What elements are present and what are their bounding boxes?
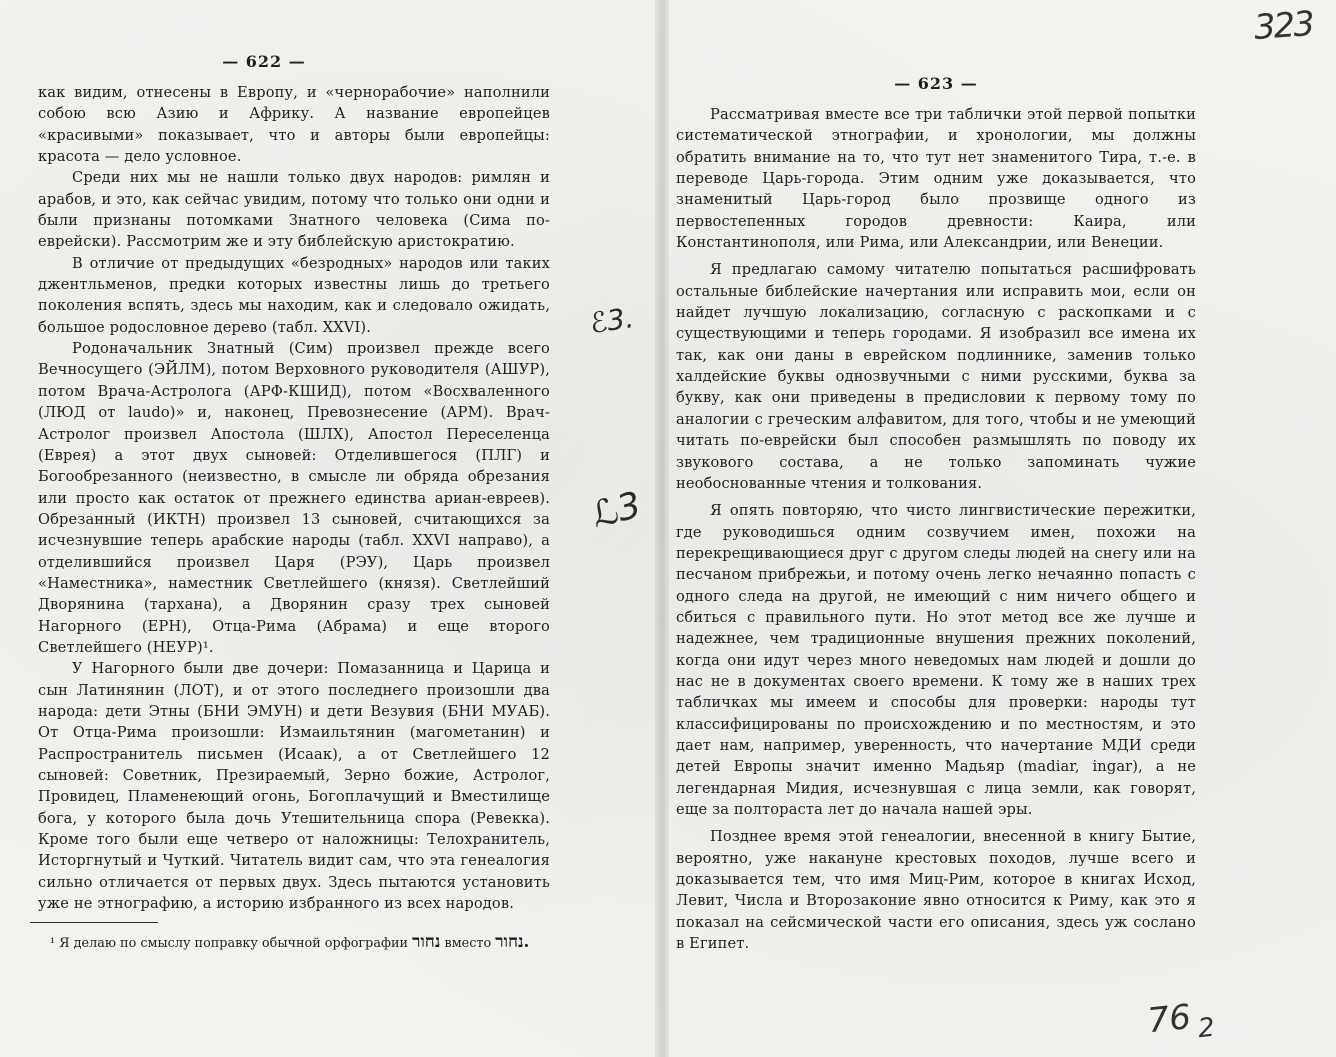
footnote-connector: вместо bbox=[444, 936, 492, 952]
footnote-text: Я делаю по смыслу поправку обычной орфографии bbox=[59, 936, 409, 952]
right-paragraph-1: Рассматривая вместе все три таблички этой первой попытки систематической этнографии, и хронологии, мы должны обратить внимание на то, что тут нет знаменитого Тира, т.-е. в переводе Царь-города. Этим одним уже доказывается, что знаменитый Царь-город было прозвище одного из первостепенных городов древности: Каира, или Константинополя, или Рима, или Александрии, или Венеции. bbox=[676, 106, 1196, 252]
handwritten-tally bbox=[1146, 995, 1216, 1050]
right-page bbox=[676, 74, 1196, 954]
footnote bbox=[30, 933, 550, 953]
handwritten-tally-main: 76 bbox=[1145, 997, 1193, 1042]
archive-page-number-text: 323 bbox=[1252, 3, 1315, 49]
right-paragraph-3: Я опять повторяю, что чисто лингвистические пережитки, где руководишься одним созвучием имен, похожи на перекрещивающиеся друг с другом следы людей на снегу или на песчаном прибрежьи, и потому очень легко нечаянно попасть с одного следа на другой, не имеющий с ним ничего общего и сбиться с правильного пути. Но этот метод все же лучше и надежнее, чем традиционные внушения прежних поколений, когда они идут через много неведомых нам людей и дошли до нас не в документах своего времени. К тому же в наших трех табличках мы имеем и способы для проверки: народы тут классифицированы по происхождению и по местностям, и это дает нам, например, уверенность, что начертание МДИ среди детей Европы значит именно Мадьяр (madiar, ingar), а не легендарная Мидия, исчезнувшая с лица земли, как говорят, еще за полтораста лет до начала нашей эры. bbox=[676, 502, 1196, 818]
left-page-number: — 622 — bbox=[222, 52, 306, 71]
left-paragraph-5: У Нагорного были две дочери: Помазанница и Царица и сын Латинянин (ЛОТ), и от этого последнего произошли два народа: дети Этны (БНИ ЭМУН) и дети Везувия (БНИ МУАБ). От Отца-Рима произошли: Измаильтянин (магометанин) и Распространитель письмен (Исаак), а от Светлейшего 12 сыновей: Советник, Презираемый, Зерно божие, Астролог, Провидец, Пламенеющий огонь, Богоплачущий и Вместилище бога, у которого была дочь Утешительница спора (Ревекка). Кроме того были еще четверо от наложницы: Телохранитель, Исторгнутый и Чуткий. Читатель видит сам, что эта генеалогия сильно отличается от первых двух. Здесь пытаются установить уже не этнографию, а историю избранного из всех народов. bbox=[38, 660, 550, 913]
margin-handwritten-mark-top: ℰ3. bbox=[587, 301, 636, 340]
footnote-marker: ¹ bbox=[50, 936, 56, 952]
right-paragraph-4: Позднее время этой генеалогии, внесенной в книгу Бытие, вероятно, уже накануне крестовых походов, лучше всего и доказывается тем, что имя Миц-Рим, которое в книгах Исход, Левит, Числа и Второзаконие явно относится к Риму, как это я показал на сейсмической части его описания, здесь уж сослано в Египет. bbox=[676, 828, 1196, 953]
left-paragraph-4: Родоначальник Знатный (Сим) произвел прежде всего Вечносущего (ЭЙЛМ), потом Верховного руководителя (АШУР), потом Врача-Астролога (АРФ-КШИД), потом «Восхваленного (ЛЮД от laudo)» и, наконец, Превознесение (АРМ). Врач-Астролог произвел Апостола (ШЛХ), Апостол Переселенца (Еврея) а этот двух сыновей: Отделившегося (ПЛГ) и Богообрезанного (неизвестно, в смысле ли обряда обрезания или просто как остаток от прежнего единства ариан-евреев). Обрезанный (ИКТН) произвел 13 сыновей, считающихся за исчезнувшие теперь арабские народы (табл. XXVI направо), а отделившийся произвел Царя (РЭУ), Царь произвел «Наместника», наместник Светлейшего (князя). Светлейший Дворянина (тархана), а Дворянин сразу трех сыновей Нагорного (ЕРН), Отца-Рима (Абрама) и еще второго Светлейшего (НЕУР)¹. bbox=[38, 340, 550, 656]
footnote-hebrew-b: נחור. bbox=[495, 932, 530, 953]
archive-page-number bbox=[1252, 3, 1326, 49]
left-paragraph-2: Среди них мы не нашли только двух народов: римлян и арабов, и это, как сейчас увидим, потому что только они одни и были признаны потомками Знатного человека (Сима по-еврейски). Рассмотрим же и эту библейскую аристократию. bbox=[38, 169, 550, 251]
left-paragraph-3: В отличие от предыдущих «безродных» народов или таких джентльменов, предки которых известны лишь до третьего поколения вспять, здесь мы находим, как и следовало ожидать, большое родословное дерево (табл. XXVI). bbox=[38, 254, 550, 336]
book-gutter bbox=[655, 0, 669, 1057]
right-page-number: — 623 — bbox=[894, 74, 978, 93]
right-paragraph-2: Я предлагаю самому читателю попытаться расшифровать остальные библейские начертания или исправить мои, если он найдет лучшую локализацию, согласную с раскопками и с существующими и теперь городами. Я изобразил все имена их так, как они даны в еврейском подлиннике, заменив только халдейские буквы однозвучными с ними русскими, буква за букву, как они приведены в предисловии к первому тому по аналогии с греческим алфавитом, для того, чтобы и не умеющий читать по-еврейски был способен размышлять по поводу их звукового состава, а не только запоминать чужие необоснованные чтения и толкования. bbox=[676, 261, 1196, 492]
footnote-rule bbox=[30, 922, 158, 923]
handwritten-tally-sub: 2 bbox=[1196, 1012, 1217, 1045]
left-paragraph-1: как видим, отнесены в Европу, и «чернорабочие» наполнили собою всю Азию и Африку. А название европейцев «красивыми» показывает, что и авторы были европейцы: красота — дело условное. bbox=[38, 84, 550, 166]
margin-handwritten-mark-mid: ℒ3 bbox=[587, 484, 646, 537]
footnote-hebrew-a: נחור bbox=[412, 932, 441, 953]
left-page bbox=[38, 52, 550, 953]
